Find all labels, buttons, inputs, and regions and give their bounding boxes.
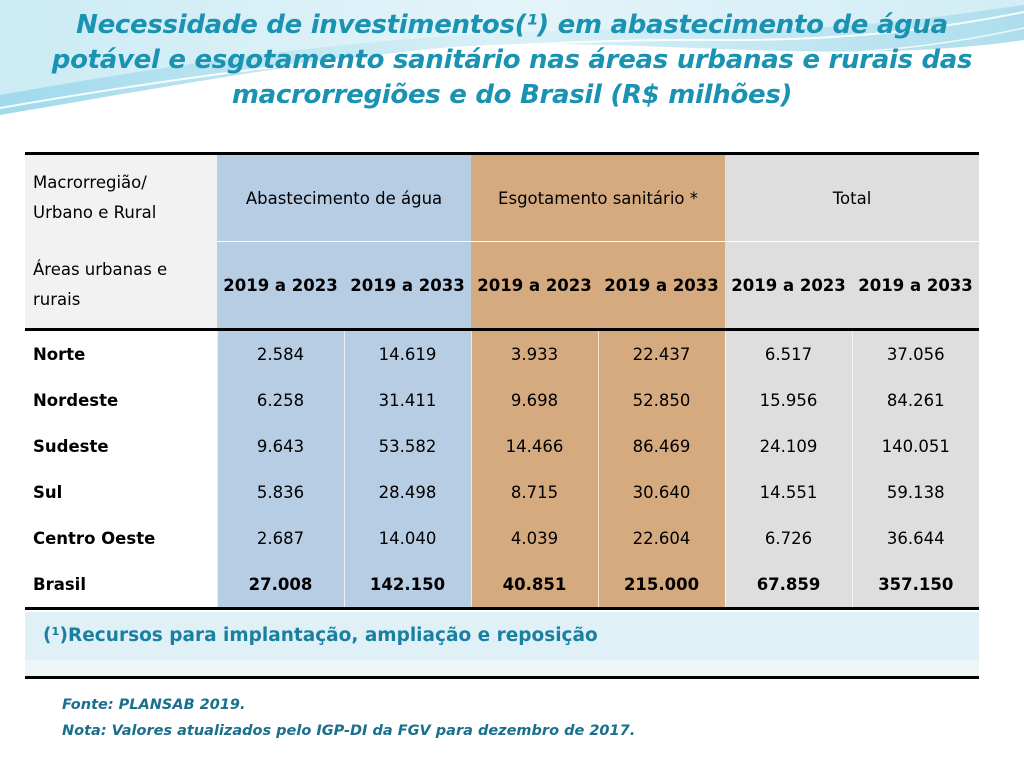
value-cell: 2.687	[217, 515, 344, 561]
value-cell: 53.582	[344, 423, 471, 469]
value-cell: 30.640	[598, 469, 725, 515]
page-title	[40, 8, 984, 113]
value-cell: 14.040	[344, 515, 471, 561]
header-period: 2019 a 2033	[598, 242, 725, 330]
header-group-total: Total	[725, 154, 979, 242]
source-block	[62, 692, 962, 744]
value-cell: 357.150	[852, 561, 979, 609]
value-cell: 5.836	[217, 469, 344, 515]
value-cell: 31.411	[344, 377, 471, 423]
value-cell: 24.109	[725, 423, 852, 469]
value-cell: 140.051	[852, 423, 979, 469]
region-cell: Nordeste	[25, 377, 217, 423]
header-row-periods	[25, 242, 979, 330]
header-period: 2019 a 2023	[725, 242, 852, 330]
value-cell: 6.258	[217, 377, 344, 423]
value-cell: 36.644	[852, 515, 979, 561]
value-cell: 86.469	[598, 423, 725, 469]
value-cell: 215.000	[598, 561, 725, 609]
header-row-groups	[25, 154, 979, 242]
header-macrorregiao-line-1: Macrorregião/	[33, 173, 147, 193]
table-row-total-brasil	[25, 561, 979, 609]
value-cell: 14.619	[344, 330, 471, 378]
value-cell: 2.584	[217, 330, 344, 378]
value-cell: 15.956	[725, 377, 852, 423]
region-cell: Brasil	[25, 561, 217, 609]
table-row	[25, 423, 979, 469]
table-row	[25, 515, 979, 561]
value-cell: 27.008	[217, 561, 344, 609]
value-cell: 40.851	[471, 561, 598, 609]
header-areas-line-2: rurais	[33, 289, 81, 309]
header-macrorregiao-line-2: Urbano e Rural	[33, 203, 157, 223]
value-cell: 9.698	[471, 377, 598, 423]
header-areas-line-1: Áreas urbanas e	[33, 259, 168, 279]
value-cell: 3.933	[471, 330, 598, 378]
value-cell: 52.850	[598, 377, 725, 423]
value-cell: 22.604	[598, 515, 725, 561]
value-cell: 14.466	[471, 423, 598, 469]
title-line-3: macrorregiões e do Brasil (R$ milhões)	[231, 80, 793, 110]
value-cell: 14.551	[725, 469, 852, 515]
value-cell: 6.517	[725, 330, 852, 378]
table-row	[25, 330, 979, 378]
investment-table-container	[25, 152, 979, 610]
region-cell: Norte	[25, 330, 217, 378]
header-group-abastecimento: Abastecimento de água	[217, 154, 471, 242]
header-period: 2019 a 2023	[471, 242, 598, 330]
note-text: Nota: Valores atualizados pelo IGP-DI da FGV para dezembro de 2017.	[62, 723, 636, 739]
region-cell: Sudeste	[25, 423, 217, 469]
table-row	[25, 469, 979, 515]
value-cell: 28.498	[344, 469, 471, 515]
value-cell: 37.056	[852, 330, 979, 378]
value-cell: 6.726	[725, 515, 852, 561]
source-text: Fonte: PLANSAB 2019.	[62, 697, 246, 713]
header-period: 2019 a 2023	[217, 242, 344, 330]
value-cell: 142.150	[344, 561, 471, 609]
footnote-spacer	[25, 660, 979, 679]
header-period: 2019 a 2033	[344, 242, 471, 330]
header-areas	[25, 242, 217, 330]
value-cell: 59.138	[852, 469, 979, 515]
title-line-2: potável e esgotamento sanitário nas áreas urbanas e rurais das	[51, 45, 973, 75]
value-cell: 8.715	[471, 469, 598, 515]
header-macrorregiao	[25, 154, 217, 242]
value-cell: 67.859	[725, 561, 852, 609]
footnote: (¹)Recursos para implantação, ampliação e reposição	[25, 612, 979, 660]
value-cell: 84.261	[852, 377, 979, 423]
value-cell: 22.437	[598, 330, 725, 378]
table-row	[25, 377, 979, 423]
title-line-1: Necessidade de investimentos(¹) em abastecimento de água	[76, 10, 948, 40]
value-cell: 9.643	[217, 423, 344, 469]
header-period: 2019 a 2033	[852, 242, 979, 330]
investment-table	[25, 152, 979, 610]
value-cell: 4.039	[471, 515, 598, 561]
region-cell: Sul	[25, 469, 217, 515]
region-cell: Centro Oeste	[25, 515, 217, 561]
header-group-esgotamento: Esgotamento sanitário *	[471, 154, 725, 242]
